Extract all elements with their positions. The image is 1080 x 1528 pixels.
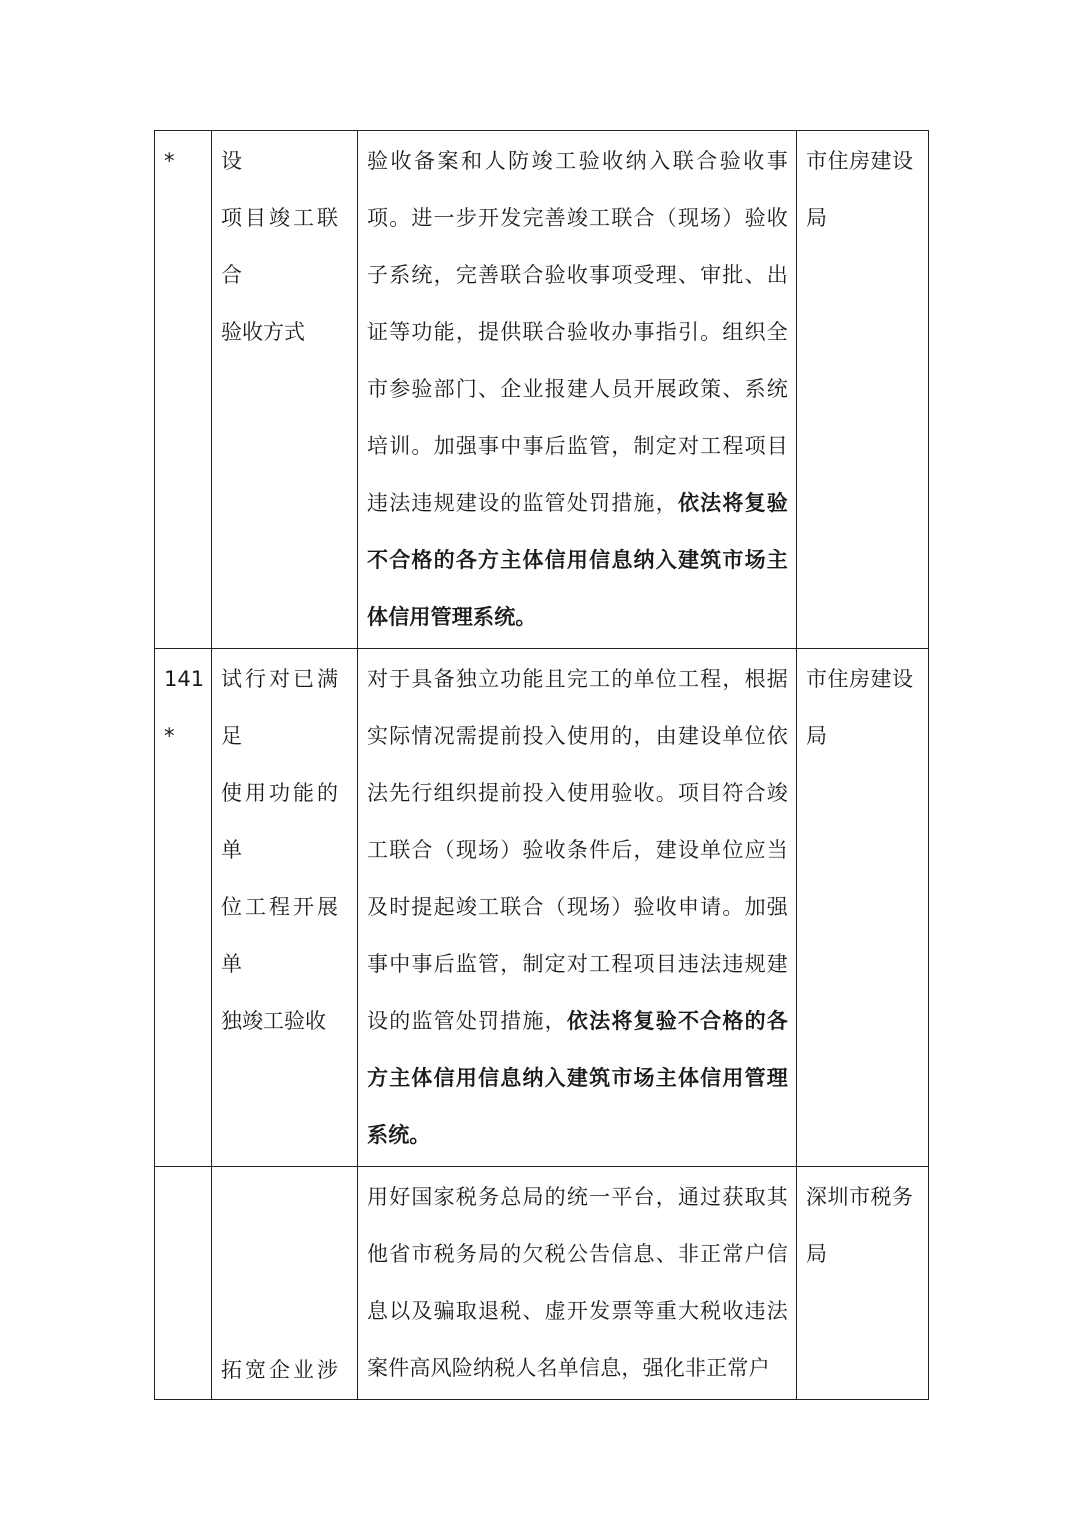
row-number-cell <box>155 649 212 1167</box>
item-name-line: 合 <box>221 263 245 287</box>
description-text <box>367 651 788 1164</box>
description-text <box>367 1169 788 1397</box>
item-name-cell <box>212 131 358 649</box>
item-name-line: 拓宽企业涉 <box>221 1358 341 1382</box>
item-name-line: 独竣工验收 <box>221 1009 326 1033</box>
item-name-line: 足 <box>221 724 245 748</box>
department-name: 深圳市税务局 <box>806 1185 914 1266</box>
description-cell <box>358 649 797 1167</box>
description-bold: 依法将复验不合格的各方主体信用信息纳入建筑市场主体信用管理系统。 <box>367 491 788 629</box>
department-cell <box>797 131 929 649</box>
row-number-cell <box>155 1167 212 1400</box>
item-name-cell <box>212 1167 358 1400</box>
item-name-line: 单 <box>221 838 245 862</box>
description-bold: 依法将复验不合格的各方主体信用信息纳入建筑市场主体信用管理系统。 <box>367 1009 788 1147</box>
row-number-cell <box>155 131 212 649</box>
table-row <box>155 131 929 649</box>
description-cell <box>358 131 797 649</box>
item-name-line: 试行对已满 <box>221 667 341 691</box>
row-number-mark: * <box>164 724 175 748</box>
department-cell <box>797 1167 929 1400</box>
description-cell <box>358 1167 797 1400</box>
description-normal: 验收备案和人防竣工验收纳入联合验收事项。进一步开发完善竣工联合（现场）验收子系统，完善联合验收事项受理、审批、出证等功能，提供联合验收办事指引。组织全市参验部门、企业报建人员开展政策、系统培训。加强事中事后监管，制定对工程项目违法违规建设的监管处罚措施， <box>367 149 788 515</box>
description-normal: 对于具备独立功能且完工的单位工程，根据实际情况需提前投入使用的，由建设单位依法先行组织提前投入使用验收。项目符合竣工联合（现场）验收条件后，建设单位应当及时提起竣工联合（现场）验收申请。加强事中事后监管，制定对工程项目违法违规建设的监管处罚措施， <box>367 667 788 1033</box>
item-name-line: 使用功能的 <box>221 781 341 805</box>
item-name-cell <box>212 649 358 1167</box>
table-row <box>155 1167 929 1400</box>
item-name-line: 项目竣工联 <box>221 206 341 230</box>
item-name-line: 设 <box>221 149 245 173</box>
department-name: 市住房建设局 <box>806 667 914 748</box>
description-normal: 用好国家税务总局的统一平台，通过获取其他省市税务局的欠税公告信息、非正常户信息以及骗取退税、虚开发票等重大税收违法案件高风险纳税人名单信息，强化非正常户 <box>367 1185 788 1380</box>
table-row <box>155 649 929 1167</box>
description-text <box>367 133 788 646</box>
item-name-line: 验收方式 <box>221 320 305 344</box>
item-name-line: 位工程开展 <box>221 895 341 919</box>
policy-table <box>154 130 929 1400</box>
row-number: 141 <box>164 667 205 691</box>
item-name-line: 单 <box>221 952 245 976</box>
department-cell <box>797 649 929 1167</box>
department-name: 市住房建设局 <box>806 149 914 230</box>
row-number: * <box>164 149 175 173</box>
